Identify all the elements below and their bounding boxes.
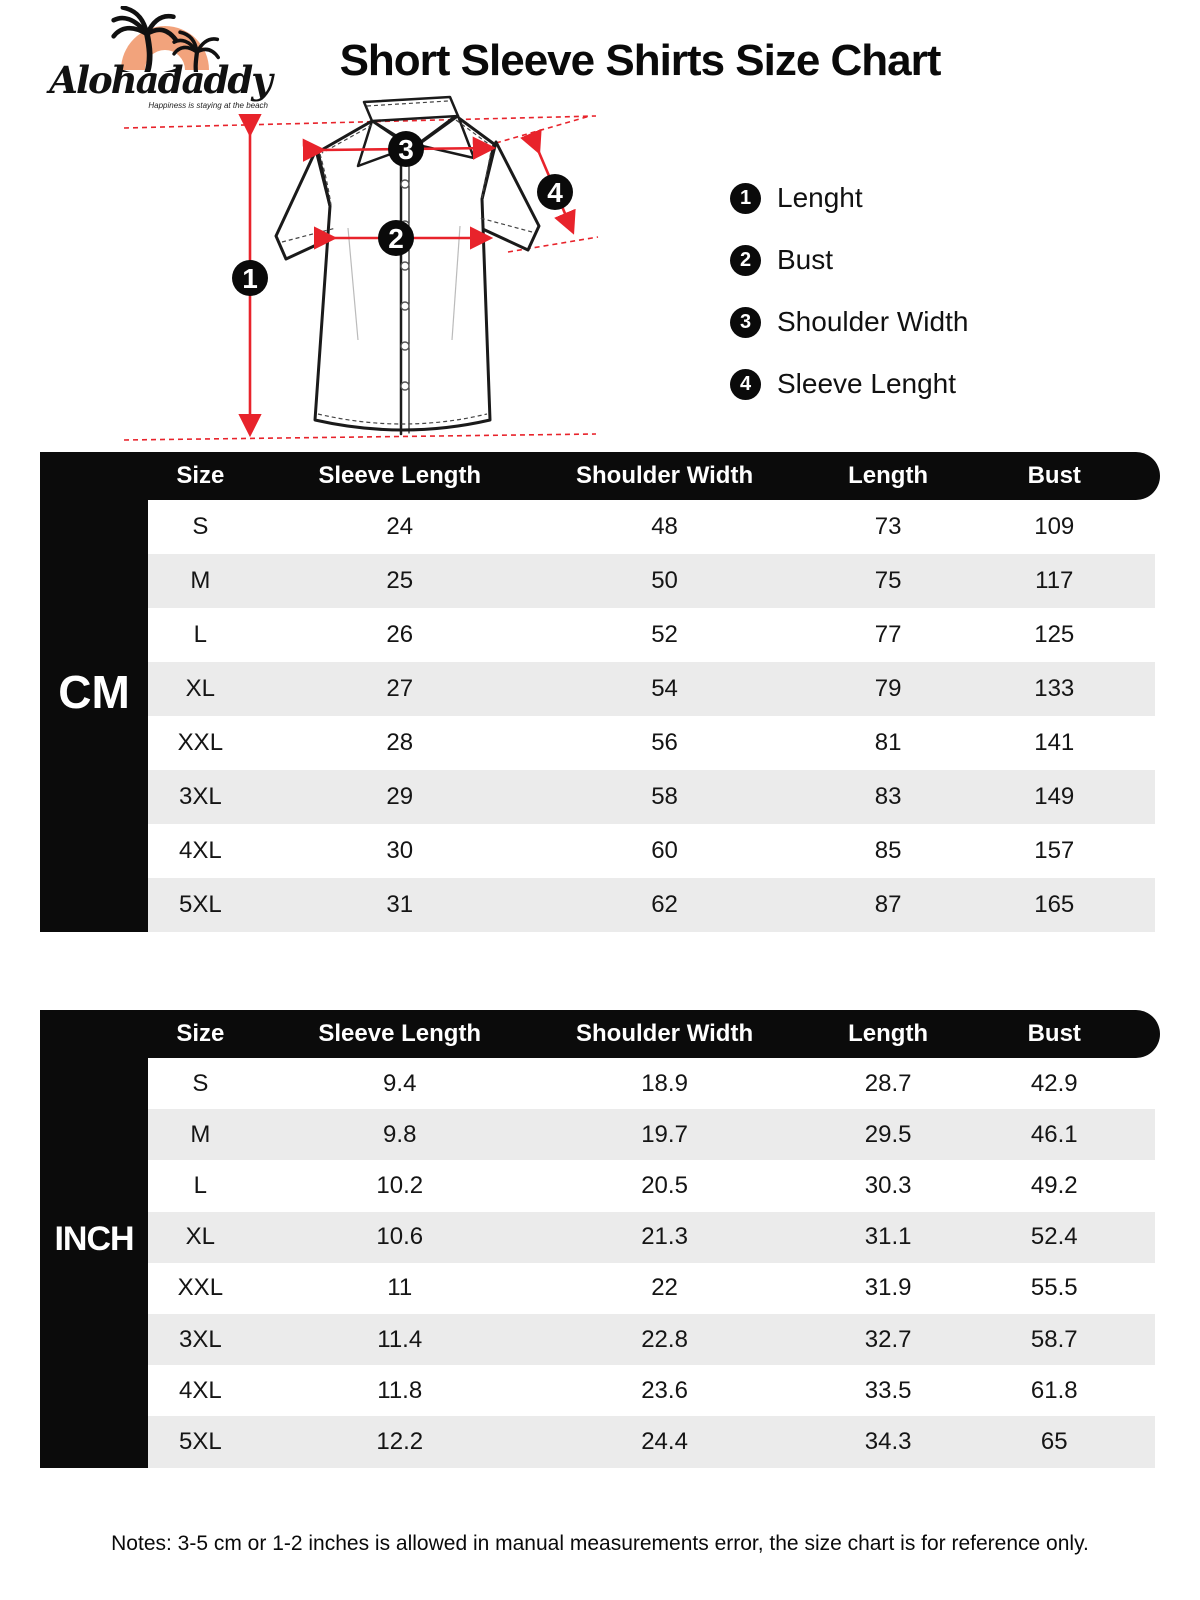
- value-cell: 165: [1034, 891, 1075, 918]
- table-row: [148, 608, 1155, 662]
- size-cell: L: [193, 621, 208, 648]
- value-cell: 85: [874, 837, 902, 864]
- value-cell: 22: [651, 1274, 678, 1302]
- value-cell: 109: [1034, 513, 1075, 540]
- size-cell: 3XL: [179, 783, 222, 810]
- legend-label: Sleeve Lenght: [777, 368, 957, 399]
- value-cell: 31.1: [864, 1223, 912, 1251]
- value-cell: 117: [1035, 567, 1074, 594]
- value-cell: 28: [386, 729, 414, 756]
- value-cell: 11.8: [377, 1376, 423, 1404]
- column-header-size: Size: [176, 1020, 225, 1047]
- value-cell: 19.7: [641, 1120, 688, 1148]
- value-cell: 60: [651, 837, 678, 864]
- column-header-bust: Bust: [1027, 462, 1081, 489]
- size-table-cm: [40, 452, 1160, 932]
- legend-item-sleeve-length: [730, 368, 968, 400]
- size-table-inch: [40, 1010, 1160, 1468]
- value-cell: 46.1: [1030, 1120, 1078, 1148]
- unit-label-inch: INCH: [54, 1219, 134, 1258]
- size-cell: 3XL: [179, 1325, 222, 1353]
- size-cell: XL: [185, 1223, 216, 1251]
- value-cell: 32.7: [864, 1325, 912, 1353]
- legend-label: Bust: [777, 244, 834, 275]
- table-row: [148, 500, 1155, 554]
- size-cell: M: [190, 1120, 211, 1148]
- value-cell: 10.2: [376, 1171, 424, 1199]
- size-cell: L: [193, 1171, 208, 1199]
- value-cell: 29: [386, 783, 414, 810]
- value-cell: 54: [651, 675, 678, 702]
- value-cell: 58.7: [1030, 1325, 1078, 1353]
- value-cell: 56: [651, 729, 678, 756]
- size-cell: 5XL: [179, 891, 222, 918]
- legend-label: Lenght: [777, 182, 863, 213]
- table-row: [148, 716, 1155, 770]
- value-cell: 58: [651, 783, 678, 810]
- size-cell: S: [192, 1069, 209, 1097]
- size-cell: 4XL: [179, 1376, 222, 1404]
- table-row: [148, 662, 1155, 716]
- value-cell: 20.5: [641, 1171, 688, 1199]
- legend-number-icon: 1: [730, 183, 761, 214]
- legend-number-icon: 3: [730, 307, 761, 338]
- page-title: Short Sleeve Shirts Size Chart: [339, 36, 941, 85]
- value-cell: 31.9: [864, 1274, 912, 1302]
- value-cell: 10.6: [376, 1223, 424, 1251]
- value-cell: 81: [874, 729, 902, 756]
- value-cell: 30.3: [864, 1171, 912, 1199]
- measurement-legend: [730, 182, 968, 430]
- value-cell: 55.5: [1030, 1274, 1078, 1302]
- table-row: [148, 554, 1155, 608]
- value-cell: 61.8: [1030, 1376, 1078, 1404]
- legend-number-icon: 4: [730, 369, 761, 400]
- column-header-shoulder-width: Shoulder Width: [576, 1020, 754, 1047]
- value-cell: 11: [387, 1274, 413, 1302]
- value-cell: 77: [874, 621, 902, 648]
- value-cell: 24: [386, 513, 414, 540]
- value-cell: 125: [1034, 621, 1075, 648]
- size-cell: 4XL: [179, 837, 222, 864]
- table-row: [148, 824, 1155, 878]
- legend-item-length: [730, 182, 968, 214]
- table-row: [148, 1212, 1155, 1263]
- brand-tagline: Happiness is staying at the beach: [148, 101, 268, 110]
- value-cell: 157: [1034, 837, 1075, 864]
- value-cell: 50: [651, 567, 678, 594]
- marker-sleeve: 4: [547, 177, 563, 208]
- column-header-sleeve-length: Sleeve Length: [318, 1020, 482, 1047]
- value-cell: 83: [874, 783, 902, 810]
- value-cell: 11.4: [377, 1325, 423, 1353]
- table-header-inch: [40, 1010, 1160, 1058]
- value-cell: 27: [386, 675, 414, 702]
- value-cell: 23.6: [641, 1376, 688, 1404]
- table-row: [148, 1109, 1155, 1160]
- value-cell: 87: [874, 891, 902, 918]
- unit-label-cm: CM: [58, 666, 130, 718]
- value-cell: 29.5: [864, 1120, 912, 1148]
- marker-bust: 2: [388, 223, 404, 254]
- shirt-diagram-icon: [118, 88, 620, 452]
- column-header-length: Length: [848, 462, 929, 489]
- legend-item-bust: [730, 244, 968, 276]
- value-cell: 30: [386, 837, 414, 864]
- value-cell: 34.3: [864, 1427, 912, 1455]
- unit-band-cm: [40, 452, 148, 932]
- column-header-shoulder-width: Shoulder Width: [576, 462, 754, 489]
- table-row: [148, 770, 1155, 824]
- table-body-inch: [148, 1058, 1155, 1468]
- value-cell: 24.4: [641, 1427, 688, 1455]
- value-cell: 33.5: [864, 1376, 912, 1404]
- value-cell: 49.2: [1030, 1171, 1078, 1199]
- table-row: [148, 1314, 1155, 1365]
- legend-number-icon: 2: [730, 245, 761, 276]
- table-row: [148, 1160, 1155, 1211]
- value-cell: 75: [874, 567, 902, 594]
- value-cell: 12.2: [376, 1427, 424, 1455]
- value-cell: 9.8: [383, 1120, 417, 1148]
- value-cell: 65: [1040, 1427, 1068, 1455]
- value-cell: 133: [1034, 675, 1075, 702]
- value-cell: 52.4: [1030, 1223, 1078, 1251]
- size-cell: XXL: [177, 729, 224, 756]
- value-cell: 31: [386, 891, 414, 918]
- value-cell: 73: [874, 513, 902, 540]
- value-cell: 21.3: [641, 1223, 688, 1251]
- marker-shoulder: 3: [398, 134, 414, 165]
- value-cell: 22.8: [641, 1325, 688, 1353]
- column-header-length: Length: [848, 1020, 929, 1047]
- unit-band-inch: [40, 1010, 148, 1468]
- size-cell: XL: [185, 675, 216, 702]
- value-cell: 42.9: [1030, 1069, 1078, 1097]
- table-row: [148, 1058, 1155, 1109]
- value-cell: 141: [1034, 729, 1075, 756]
- size-cell: M: [190, 567, 211, 594]
- table-row: [148, 878, 1155, 932]
- value-cell: 28.7: [864, 1069, 912, 1097]
- column-header-bust: Bust: [1027, 1020, 1081, 1047]
- brand-name: Alohadaddy: [49, 58, 271, 102]
- value-cell: 25: [386, 567, 414, 594]
- table-body-cm: [148, 500, 1155, 932]
- table-row: [148, 1416, 1155, 1467]
- legend-item-shoulder-width: [730, 306, 968, 338]
- size-cell: 5XL: [179, 1427, 222, 1455]
- size-cell: S: [192, 513, 209, 540]
- value-cell: 26: [386, 621, 414, 648]
- value-cell: 48: [651, 513, 678, 540]
- column-header-sleeve-length: Sleeve Length: [318, 462, 482, 489]
- marker-length: 1: [242, 263, 258, 294]
- notes-text: Notes: 3-5 cm or 1-2 inches is allowed in manual measurements error, the size chart is for reference only.: [111, 1532, 1089, 1555]
- shirt-measurement-diagram: [118, 88, 620, 452]
- size-cell: XXL: [177, 1274, 224, 1302]
- table-header-cm: [40, 452, 1160, 500]
- legend-label: Shoulder Width: [777, 306, 969, 337]
- value-cell: 62: [651, 891, 678, 918]
- table-row: [148, 1365, 1155, 1416]
- value-cell: 149: [1034, 783, 1075, 810]
- value-cell: 18.9: [641, 1069, 688, 1097]
- value-cell: 79: [874, 675, 902, 702]
- value-cell: 52: [651, 621, 678, 648]
- table-row: [148, 1263, 1155, 1314]
- value-cell: 9.4: [383, 1069, 417, 1097]
- column-header-size: Size: [176, 462, 225, 489]
